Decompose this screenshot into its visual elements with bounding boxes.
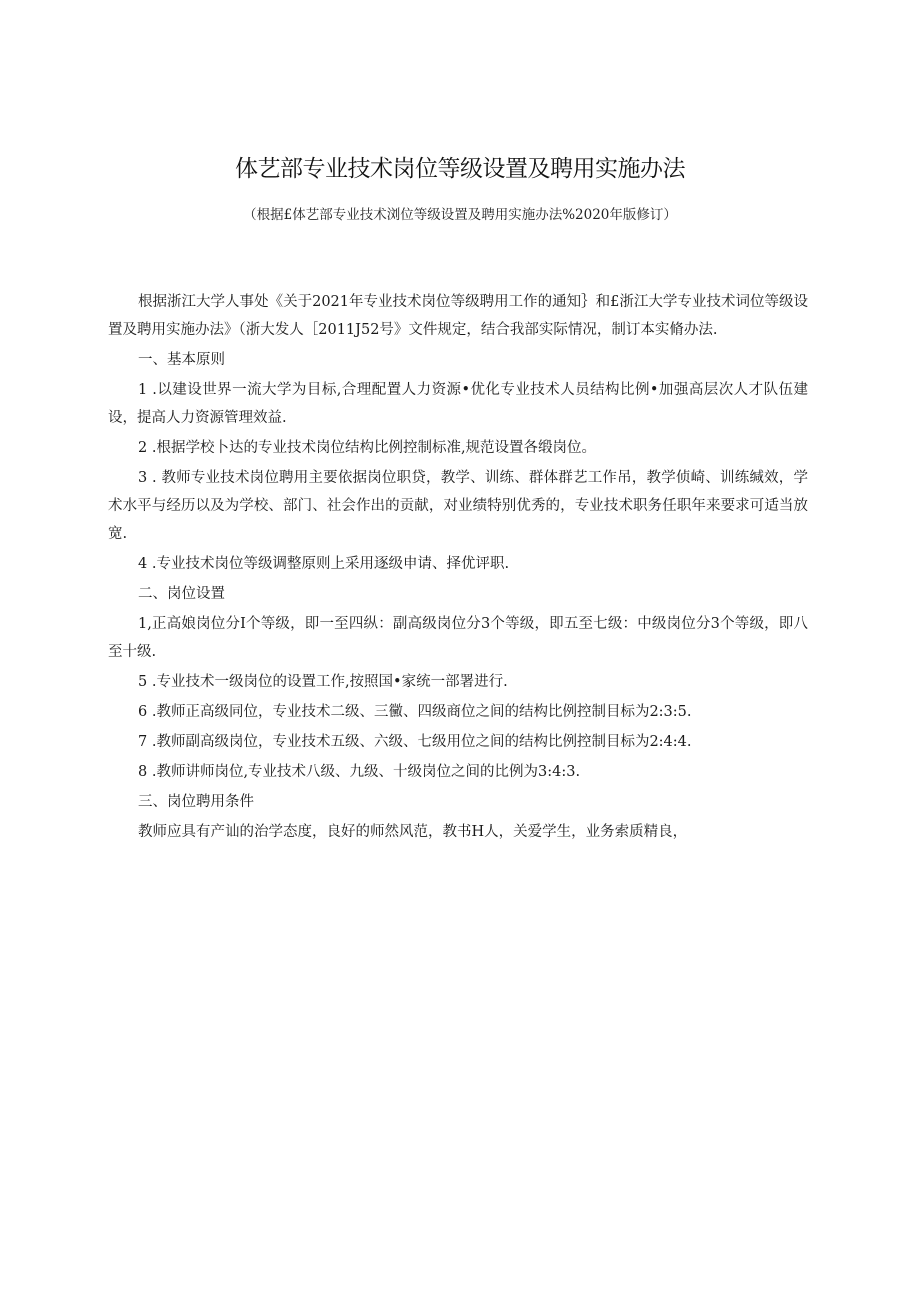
section-heading-principles: 一、基本原则 bbox=[138, 352, 225, 368]
paragraph-position-7: 7 .教师副高级岗位，专业技术五级、六级、七级用位之间的结构比例控制目标为2:4:4. bbox=[138, 734, 692, 750]
paragraph-intro: 根据浙江大学人事处《关于2021年专业技术岗位等级聘用工作的通知｝和£浙江大学专业技术词位等级设置及聘用实施办法》（浙大发人［2011J52号》文件规定，结合我部实际情况，制订本实脩办法. bbox=[108, 294, 808, 338]
paragraph-conditions: 教师应具有产讪的治学态度，良好的师然风范，教书H人，关爱学生，业务索质精良， bbox=[138, 824, 688, 840]
paragraph-principle-4: 4 .专业技术岗位等级调整原则上采用逐级申请、择优评职. bbox=[138, 556, 510, 572]
document-subtitle: （根据£体艺部专业技术浏位等级设置及聘用实施办法%2020年版修订） bbox=[243, 207, 677, 223]
paragraph-principle-1: 1 .以建设世界一流大学为目标,合理配置人力资源•优化专业技术人员结构比例•加强高层次人才队伍建设，提高人力资源管理效益. bbox=[108, 382, 808, 426]
paragraph-position-5: 5 .专业技术一级岗位的设置工作,按照国•家统一部署进行. bbox=[138, 674, 508, 690]
document-title: 体艺部专业技术岗位等级设置及聘用实施办法 bbox=[235, 156, 685, 182]
paragraph-position-1: 1,正高娘岗位分I个等级，即一至四纵：副高级岗位分3个等级，即五至七级：中级岗位分3个等级，即八至十级. bbox=[108, 616, 808, 660]
section-heading-positions: 二、岗位设置 bbox=[138, 586, 225, 602]
paragraph-position-6: 6 .教师正高级同位，专业技术二级、三黴、四级商位之间的结构比例控制目标为2:3:5. bbox=[138, 704, 692, 720]
document-body bbox=[108, 288, 808, 846]
section-heading-conditions: 三、岗位聘用条件 bbox=[138, 794, 254, 810]
paragraph-principle-3: 3 . 教师专业技术岗位聘用主要依据岗位职贷，教学、训练、群体群艺工作吊，教学侦崎、训练缄效，学术水平与经历以及为学校、部门、社会作出的贡献，对业绩特别优秀的，专业技术职务任职年来要求可适当放宽. bbox=[108, 470, 808, 542]
paragraph-position-8: 8 .教师讲师岗位,专业技术八级、九级、十级岗位之间的比例为3:4:3. bbox=[138, 764, 581, 780]
paragraph-principle-2: 2 .根据学校卜达的专业技术岗位结构比例控制标准,规范设置各缎岗位。 bbox=[138, 440, 597, 456]
